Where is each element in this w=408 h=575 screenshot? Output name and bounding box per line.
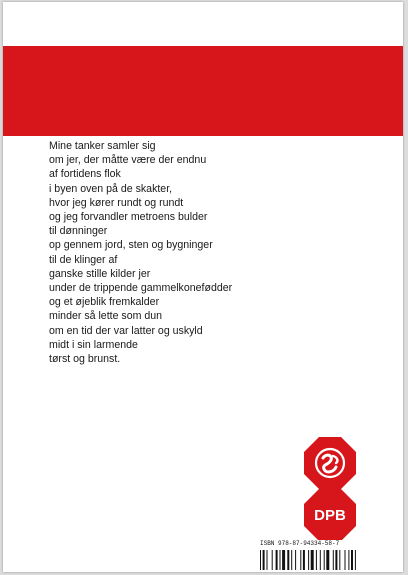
barcode-bar [267, 550, 268, 570]
barcode-bar [260, 550, 261, 570]
hexagon-squiggle-logo-icon [303, 436, 357, 490]
barcode-bar [308, 550, 309, 570]
barcode-bar [276, 550, 278, 570]
poem-text [49, 139, 232, 366]
barcode-bar [303, 550, 305, 570]
poem-line: om jer, der måtte være der endnu [49, 154, 207, 167]
barcode-bar [345, 550, 346, 570]
barcode-bar [287, 550, 289, 570]
barcode-bar [263, 550, 265, 570]
poem-line: Mine tanker samler sig [49, 140, 156, 152]
poem-line: minder så lette som dun [49, 310, 163, 323]
barcode-bar [300, 550, 301, 570]
barcode-bar [335, 550, 337, 570]
barcode-bar [339, 550, 340, 570]
barcode-bar [333, 550, 334, 570]
poem-line: om en tid der var latter og uskyld [49, 324, 203, 337]
isbn-barcode [258, 540, 403, 572]
hexagon-dpb-logo-icon [303, 488, 357, 542]
barcode-bar [351, 550, 353, 570]
poem-line: til de klinger af [49, 253, 118, 266]
poem-line: til dønninger [49, 225, 108, 238]
poem-line: af fortidens flok [49, 168, 121, 181]
poem-line: under de trippende gammelkonefødder [49, 282, 233, 295]
poem-line: og jeg forvandler metroens bulder [49, 211, 208, 224]
barcode-bar [348, 550, 349, 570]
book-back-cover [3, 2, 403, 572]
red-band [3, 46, 403, 136]
barcode-bar [280, 550, 281, 570]
poem-line: og et øjeblik fremkalder [49, 296, 160, 309]
barcode-bar [272, 550, 273, 570]
barcode-bar [355, 550, 356, 570]
barcode-bar [311, 550, 314, 570]
barcode-bar [282, 550, 285, 570]
poem-line: midt i sin larmende [49, 338, 138, 351]
poem-line: op gennem jord, sten og bygninger [49, 239, 213, 252]
barcode-bar [295, 550, 296, 570]
isbn-number: ISBN 978-87-94334-58-7 [260, 540, 340, 547]
poem-line: hvor jeg kører rundt og rundt [49, 196, 184, 209]
poem-line: tørst og brunst. [49, 353, 121, 366]
barcode-bar [316, 550, 317, 570]
barcode-bars [260, 550, 400, 570]
barcode-bar [291, 550, 292, 570]
poem-line: i byen oven på de skakter, [49, 182, 173, 195]
publisher-logo-text: DPB [314, 507, 346, 524]
barcode-bar [326, 550, 329, 570]
poem-line: ganske stille kilder jer [49, 267, 151, 280]
barcode-bar [320, 550, 321, 570]
barcode-bar [324, 550, 325, 570]
